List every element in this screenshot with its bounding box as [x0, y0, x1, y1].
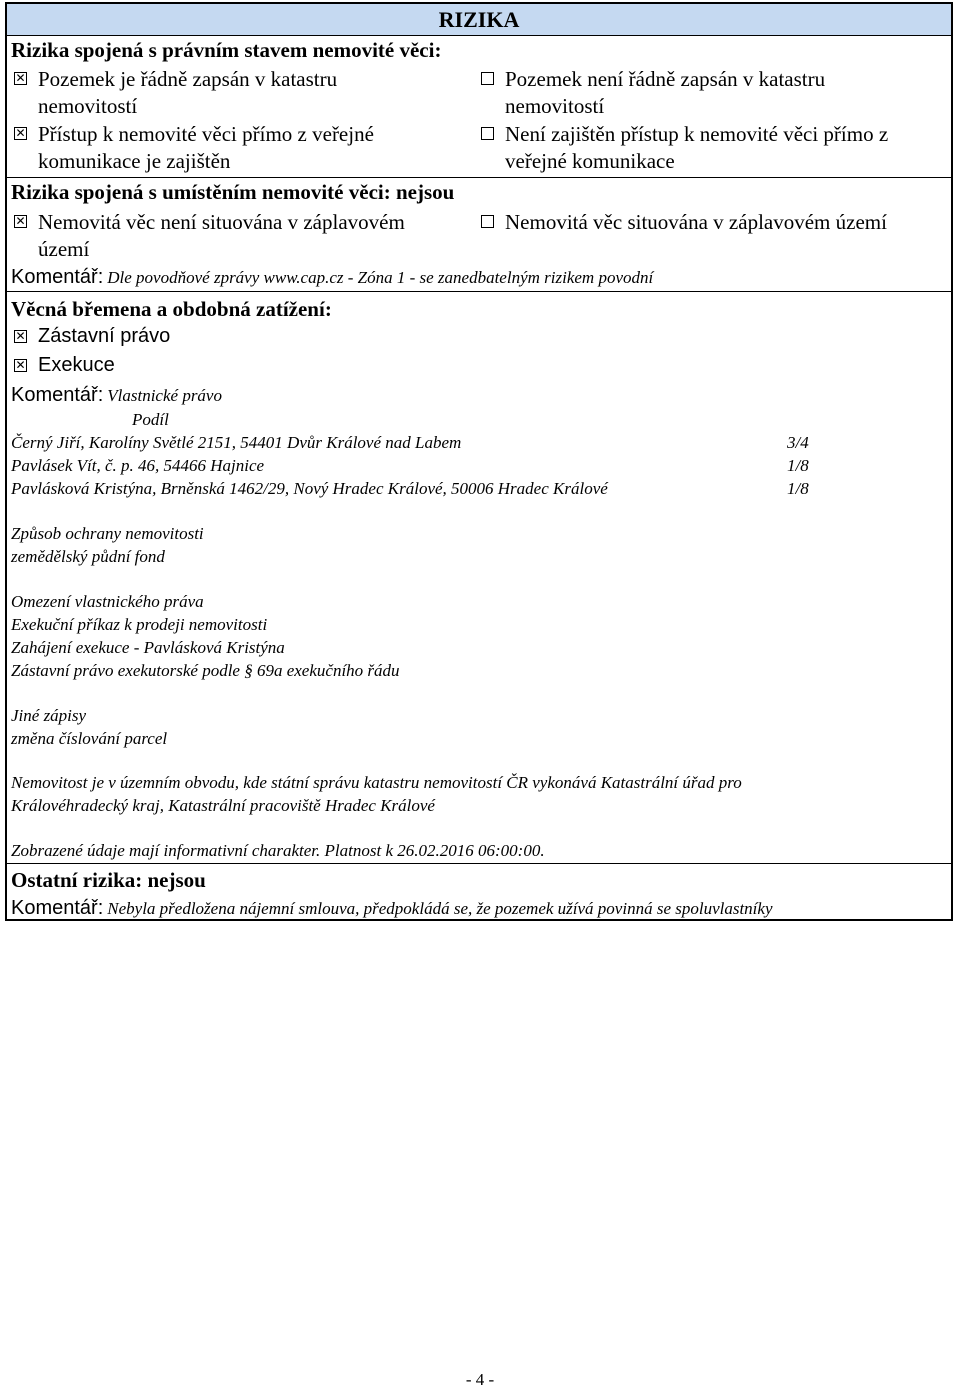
- comment-label: Komentář:: [11, 384, 104, 406]
- other-records-title: Jiné zápisy: [11, 706, 87, 725]
- page-number: - 4 -: [465, 1370, 495, 1389]
- protection-value: zemědělský půdní fond: [11, 547, 165, 566]
- legal-right-1-line2: nemovitostí: [505, 94, 605, 118]
- risks-table: [5, 2, 953, 921]
- owner-name: Černý Jiří, Karolíny Světlé 2151, 54401 Dvůr Králové nad Labem: [11, 433, 462, 452]
- checkbox-checked-icon: ✕: [15, 126, 26, 140]
- validity-note: Zobrazené údaje mají informativní charakter. Platnost k 26.02.2016 06:00:00.: [11, 841, 545, 860]
- owner-share: 1/8: [787, 456, 809, 475]
- location-left-line2: území: [38, 237, 90, 261]
- checkbox-checked-icon: ✕: [15, 71, 26, 85]
- location-comment: [11, 266, 653, 289]
- checkbox-checked-icon: ✕: [15, 358, 26, 372]
- legal-right-1-line1: Pozemek není řádně zapsán v katastru: [505, 67, 826, 91]
- protection-title: Způsob ochrany nemovitosti: [11, 524, 204, 543]
- comment-text: Nebyla předložena nájemní smlouva, předpokládá se, že pozemek užívá povinná se spoluvlastníky: [107, 899, 773, 918]
- owner-share: 1/8: [787, 479, 809, 498]
- owner-name: Pavlásek Vít, č. p. 46, 54466 Hajnice: [11, 456, 265, 475]
- location-left-line1: Nemovitá věc není situována v záplavovém: [38, 210, 405, 234]
- other-records-value: změna číslování parcel: [11, 729, 168, 748]
- comment-label: Komentář:: [11, 266, 104, 288]
- legal-right-2-line1: Není zajištěn přístup k nemovité věci přímo z: [505, 122, 889, 146]
- legal-heading: Rizika spojená s právním stavem nemovité věci:: [11, 38, 442, 62]
- comment-text: Dle povodňové zprávy www.cap.cz - Zóna 1 - se zanedbatelným rizikem povodní: [107, 268, 654, 287]
- restriction-item: Zástavní právo exekutorské podle § 69a exekučního řádu: [11, 661, 400, 680]
- checkbox-checked-icon: ✕: [15, 214, 26, 228]
- location-right-line1: Nemovitá věc situována v záplavovém území: [505, 210, 887, 234]
- legal-left-1-line1: Pozemek je řádně zapsán v katastru: [38, 67, 338, 91]
- restriction-item: Zahájení exekuce - Pavlásková Kristýna: [11, 638, 285, 657]
- legal-left-2-line1: Přístup k nemovité věci přímo z veřejné: [38, 122, 374, 146]
- owner-name: Pavlásková Kristýna, Brněnská 1462/29, Nový Hradec Králové, 50006 Hradec Králové: [11, 479, 608, 498]
- other-risks-heading: Ostatní rizika: nejsou: [11, 868, 206, 892]
- cadastre-line: Královéhradecký kraj, Katastrální pracoviště Hradec Králové: [11, 796, 435, 815]
- cadastre-line: Nemovitost je v územním obvodu, kde státní správu katastru nemovitostí ČR vykonává Katastrální úřad pro: [11, 773, 742, 792]
- comment-label: Komentář:: [11, 897, 104, 919]
- restriction-title: Omezení vlastnického práva: [11, 592, 204, 611]
- divider: [7, 291, 951, 292]
- section-title: RIZIKA: [7, 4, 951, 36]
- share-header: Podíl: [132, 410, 169, 429]
- restriction-item: Exekuční příkaz k prodeji nemovitosti: [11, 615, 268, 634]
- legal-right-2-line2: veřejné komunikace: [505, 149, 675, 173]
- burdens-heading: Věcná břemena a obdobná zatížení:: [11, 297, 332, 321]
- location-heading: Rizika spojená s umístěním nemovité věci: nejsou: [11, 180, 455, 204]
- divider: [7, 863, 951, 864]
- checkbox-empty-icon: [481, 72, 494, 85]
- comment-text: Vlastnické právo: [107, 386, 222, 405]
- owner-share: 3/4: [787, 433, 809, 452]
- burden-item: Zástavní právo: [38, 325, 171, 347]
- burden-item: Exekuce: [38, 354, 115, 376]
- divider: [7, 177, 951, 178]
- checkbox-empty-icon: [481, 127, 494, 140]
- checkbox-empty-icon: [481, 215, 494, 228]
- burdens-comment: [11, 384, 222, 407]
- legal-left-1-line2: nemovitostí: [38, 94, 138, 118]
- other-risks-comment: [11, 897, 773, 920]
- checkbox-checked-icon: ✕: [15, 329, 26, 343]
- legal-left-2-line2: komunikace je zajištěn: [38, 149, 231, 173]
